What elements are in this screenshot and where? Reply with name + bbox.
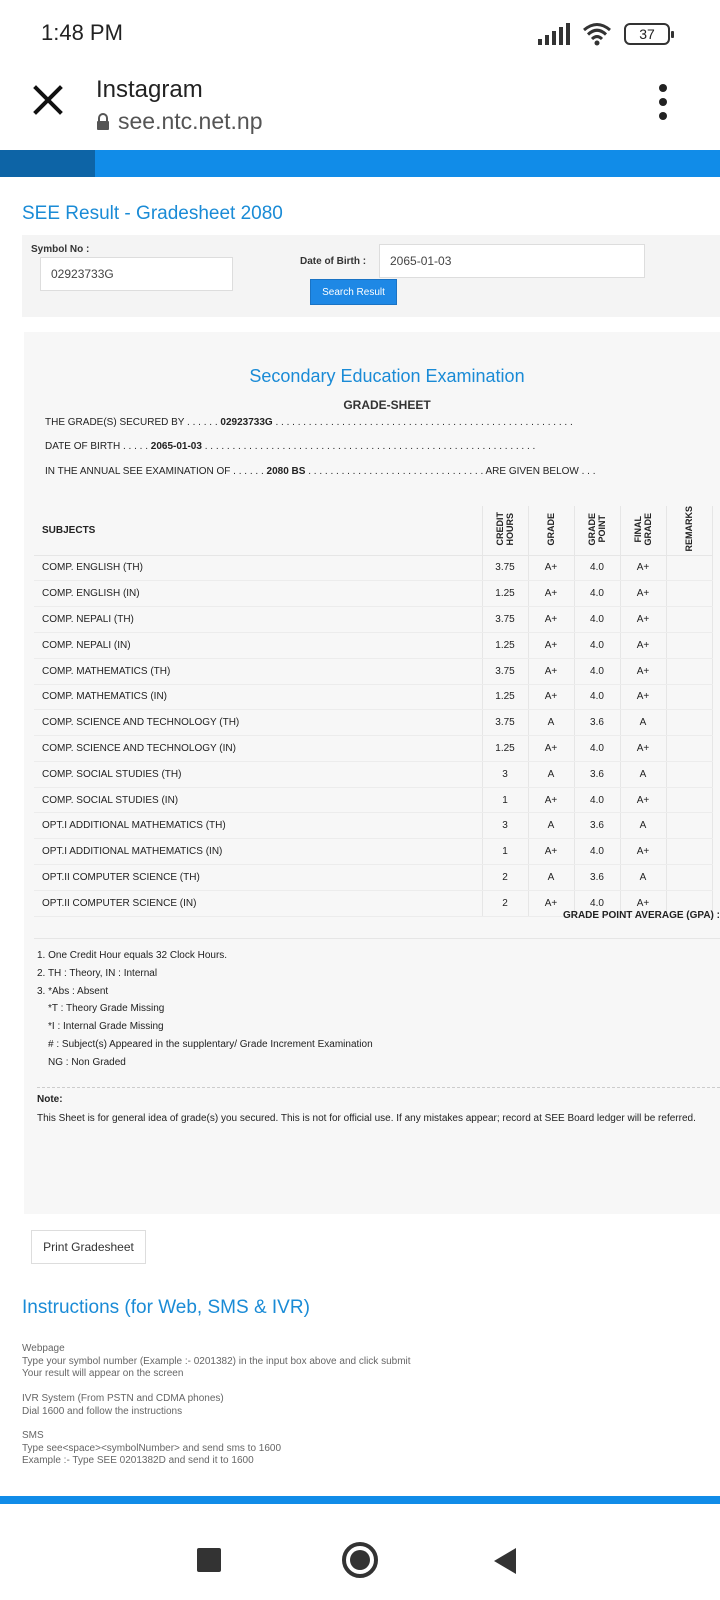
home-icon[interactable]: [342, 1542, 378, 1578]
remarks-cell: [666, 684, 712, 710]
remarks-cell: [666, 658, 712, 684]
note-title: Note:: [37, 1094, 63, 1105]
grade-cell: A+: [528, 890, 574, 916]
instructions-ivr: IVR System (From PSTN and CDMA phones) Dial 1600 and follow the instructions: [22, 1393, 224, 1417]
footnote: 2. TH : Theory, IN : Internal: [37, 967, 158, 979]
browser-app-title: Instagram: [96, 76, 203, 103]
remarks-cell: [666, 787, 712, 813]
final-grade-cell: A+: [620, 632, 666, 658]
remarks-cell: [666, 632, 712, 658]
final-grade-cell: A: [620, 865, 666, 891]
gradesheet-heading: Secondary Education Examination: [249, 366, 525, 386]
back-icon[interactable]: [494, 1548, 516, 1574]
final-grade-cell: A+: [620, 890, 666, 916]
credit-hours-cell: 3: [482, 813, 528, 839]
search-form: [22, 235, 720, 317]
site-footer-band: [0, 1496, 720, 1504]
credit-hours-cell: 2: [482, 865, 528, 891]
final-grade-cell: A+: [620, 787, 666, 813]
final-grade-cell: A+: [620, 555, 666, 581]
table-row: [34, 555, 712, 581]
status-time: 1:48 PM: [41, 20, 123, 45]
col-grade-point: GRADE POINT: [574, 506, 620, 555]
grade-cell: A+: [528, 581, 574, 607]
symbol-no-label: Symbol No :: [31, 244, 90, 255]
system-nav-bar: [0, 1504, 720, 1600]
site-header-band: [0, 150, 720, 177]
table-row: [34, 710, 712, 736]
subject-cell: COMP. SOCIAL STUDIES (TH): [34, 761, 482, 787]
grade-point-cell: 4.0: [574, 607, 620, 633]
dob-line: DATE OF BIRTH . . . . . 2065-01-03 . . . . . . . . . . . . . . . . . . . . . . . . . . . . . . . . . . . . . . . . . . . . . . . . . . . . . . . . . . . .: [45, 441, 536, 452]
col-final-grade: FINAL GRADE: [620, 506, 666, 555]
gpa-label: GRADE POINT AVERAGE (GPA) :: [562, 910, 720, 921]
grade-cell: A+: [528, 787, 574, 813]
grade-cell: A: [528, 710, 574, 736]
wifi-icon: [582, 22, 612, 46]
subject-cell: OPT.I ADDITIONAL MATHEMATICS (TH): [34, 813, 482, 839]
subject-cell: OPT.II COMPUTER SCIENCE (IN): [34, 890, 482, 916]
remarks-cell: [666, 607, 712, 633]
grade-point-cell: 3.6: [574, 761, 620, 787]
credit-hours-cell: 3: [482, 761, 528, 787]
divider: [37, 1087, 720, 1088]
dob-input[interactable]: 2065-01-03: [379, 244, 645, 278]
table-row: [34, 658, 712, 684]
col-credit-hours: CREDIT HOURS: [482, 506, 528, 555]
instructions-sms: SMS Type see<space><symbolNumber> and send sms to 1600 Example :- Type SEE 0201382D and send it to 1600: [22, 1430, 282, 1466]
table-row: [34, 632, 712, 658]
final-grade-cell: A: [620, 761, 666, 787]
grade-cell: A: [528, 813, 574, 839]
subject-cell: OPT.II COMPUTER SCIENCE (TH): [34, 865, 482, 891]
secured-by-line: THE GRADE(S) SECURED BY . . . . . . 02923733G . . . . . . . . . . . . . . . . . . . . . . . . . . . . . . . . . . . . . . . . . . . . . . . . . . . . . .: [45, 417, 573, 428]
gradesheet-panel: [24, 332, 720, 1214]
exam-line: IN THE ANNUAL SEE EXAMINATION OF . . . . . . 2080 BS . . . . . . . . . . . . . . . . . . . . . . . . . . . . . . . . ARE GIVEN BELOW . . .: [45, 466, 596, 477]
credit-hours-cell: 1: [482, 839, 528, 865]
subject-cell: COMP. SCIENCE AND TECHNOLOGY (TH): [34, 710, 482, 736]
credit-hours-cell: 3.75: [482, 710, 528, 736]
table-row: [34, 813, 712, 839]
grade-cell: A+: [528, 658, 574, 684]
credit-hours-cell: 1.25: [482, 736, 528, 762]
url-text: see.ntc.net.np: [118, 108, 263, 134]
signal-icon: [538, 23, 570, 45]
dob-label: Date of Birth :: [300, 256, 367, 267]
grade-point-cell: 4.0: [574, 736, 620, 762]
close-icon[interactable]: [28, 80, 68, 120]
table-row: [34, 581, 712, 607]
grade-cell: A: [528, 761, 574, 787]
grade-point-cell: 4.0: [574, 839, 620, 865]
remarks-cell: [666, 736, 712, 762]
battery-icon: 37: [624, 23, 670, 45]
remarks-cell: [666, 813, 712, 839]
grade-point-cell: 4.0: [574, 787, 620, 813]
grade-cell: A: [528, 865, 574, 891]
grade-point-cell: 3.6: [574, 813, 620, 839]
final-grade-cell: A+: [620, 658, 666, 684]
final-grade-cell: A+: [620, 607, 666, 633]
grade-cell: A+: [528, 607, 574, 633]
final-grade-cell: A+: [620, 839, 666, 865]
grade-point-cell: 4.0: [574, 581, 620, 607]
credit-hours-cell: 3.75: [482, 555, 528, 581]
table-header-row: [34, 506, 712, 555]
credit-hours-cell: 1.25: [482, 632, 528, 658]
credit-hours-cell: 3.75: [482, 607, 528, 633]
credit-hours-cell: 2: [482, 890, 528, 916]
credit-hours-cell: 1.25: [482, 684, 528, 710]
divider: [34, 938, 720, 939]
footnote: *T : Theory Grade Missing: [48, 1003, 165, 1015]
table-row: [34, 607, 712, 633]
note-text: This Sheet is for general idea of grade(s) you secured. This is not for official use. If any mistakes appear; record at SEE Board ledger will be referred.: [37, 1113, 696, 1124]
url-bar[interactable]: [96, 108, 263, 135]
final-grade-cell: A+: [620, 581, 666, 607]
lock-icon: [96, 113, 110, 131]
subject-cell: COMP. MATHEMATICS (IN): [34, 684, 482, 710]
credit-hours-cell: 1.25: [482, 581, 528, 607]
table-row: [34, 684, 712, 710]
col-grade: GRADE: [528, 506, 574, 555]
grade-point-cell: 3.6: [574, 865, 620, 891]
table-row: [34, 736, 712, 762]
remarks-cell: [666, 555, 712, 581]
final-grade-cell: A+: [620, 684, 666, 710]
grade-point-cell: 4.0: [574, 684, 620, 710]
status-icons: [538, 22, 670, 46]
search-result-button[interactable]: Search Result: [310, 279, 397, 305]
dob-value: 2065-01-03: [150, 441, 202, 452]
grade-point-cell: 4.0: [574, 555, 620, 581]
grade-point-cell: 4.0: [574, 890, 620, 916]
grade-cell: A+: [528, 839, 574, 865]
footnote: *I : Internal Grade Missing: [48, 1021, 164, 1033]
exam-year-value: 2080 BS: [266, 466, 306, 477]
symbol-no-input[interactable]: 02923733G: [40, 257, 233, 291]
final-grade-cell: A: [620, 813, 666, 839]
subject-cell: COMP. ENGLISH (TH): [34, 555, 482, 581]
table-row: [34, 787, 712, 813]
grade-point-cell: 3.6: [574, 710, 620, 736]
print-gradesheet-button[interactable]: Print Gradesheet: [31, 1230, 146, 1264]
footnote: NG : Non Graded: [48, 1056, 126, 1068]
subject-cell: COMP. SCIENCE AND TECHNOLOGY (IN): [34, 736, 482, 762]
table-row: [34, 865, 712, 891]
status-bar: [0, 0, 720, 68]
credit-hours-cell: 3.75: [482, 658, 528, 684]
grade-cell: A+: [528, 632, 574, 658]
recent-apps-icon[interactable]: [197, 1548, 221, 1572]
grade-point-cell: 4.0: [574, 658, 620, 684]
footnote: 1. One Credit Hour equals 32 Clock Hours.: [37, 950, 228, 961]
subject-cell: COMP. SOCIAL STUDIES (IN): [34, 787, 482, 813]
final-grade-cell: A: [620, 710, 666, 736]
instructions-title: Instructions (for Web, SMS & IVR): [22, 1297, 310, 1318]
remarks-cell: [666, 761, 712, 787]
symbol-no-value: 02923733G: [220, 417, 273, 428]
site-header-band-accent: [0, 150, 95, 177]
remarks-cell: [666, 865, 712, 891]
page-title: SEE Result - Gradesheet 2080: [22, 203, 283, 224]
browser-toolbar: [0, 68, 720, 150]
remarks-cell: [666, 581, 712, 607]
subject-cell: COMP. ENGLISH (IN): [34, 581, 482, 607]
credit-hours-cell: 1: [482, 787, 528, 813]
col-subjects: SUBJECTS: [34, 506, 482, 555]
grade-point-cell: 4.0: [574, 632, 620, 658]
grades-table: [34, 506, 713, 917]
gradesheet-subheading: GRADE-SHEET: [343, 398, 431, 412]
col-remarks: REMARKS: [666, 506, 712, 555]
table-row: [34, 839, 712, 865]
final-grade-cell: A+: [620, 736, 666, 762]
table-row: [34, 761, 712, 787]
grade-cell: A+: [528, 555, 574, 581]
remarks-cell: [666, 839, 712, 865]
grade-cell: A+: [528, 736, 574, 762]
subject-cell: COMP. NEPALI (TH): [34, 607, 482, 633]
instructions-webpage: Webpage Type your symbol number (Example :- 0201382) in the input box above and click submit Your result will appear on the screen: [22, 1343, 411, 1379]
subject-cell: COMP. NEPALI (IN): [34, 632, 482, 658]
subject-cell: COMP. MATHEMATICS (TH): [34, 658, 482, 684]
remarks-cell: [666, 710, 712, 736]
footnotes: [37, 950, 373, 1075]
footnote: 3. *Abs : Absent: [37, 985, 109, 997]
subject-cell: OPT.I ADDITIONAL MATHEMATICS (IN): [34, 839, 482, 865]
grade-cell: A+: [528, 684, 574, 710]
footnote: # : Subject(s) Appeared in the supplentary/ Grade Increment Examination: [48, 1038, 373, 1050]
more-options-icon[interactable]: [656, 84, 670, 120]
